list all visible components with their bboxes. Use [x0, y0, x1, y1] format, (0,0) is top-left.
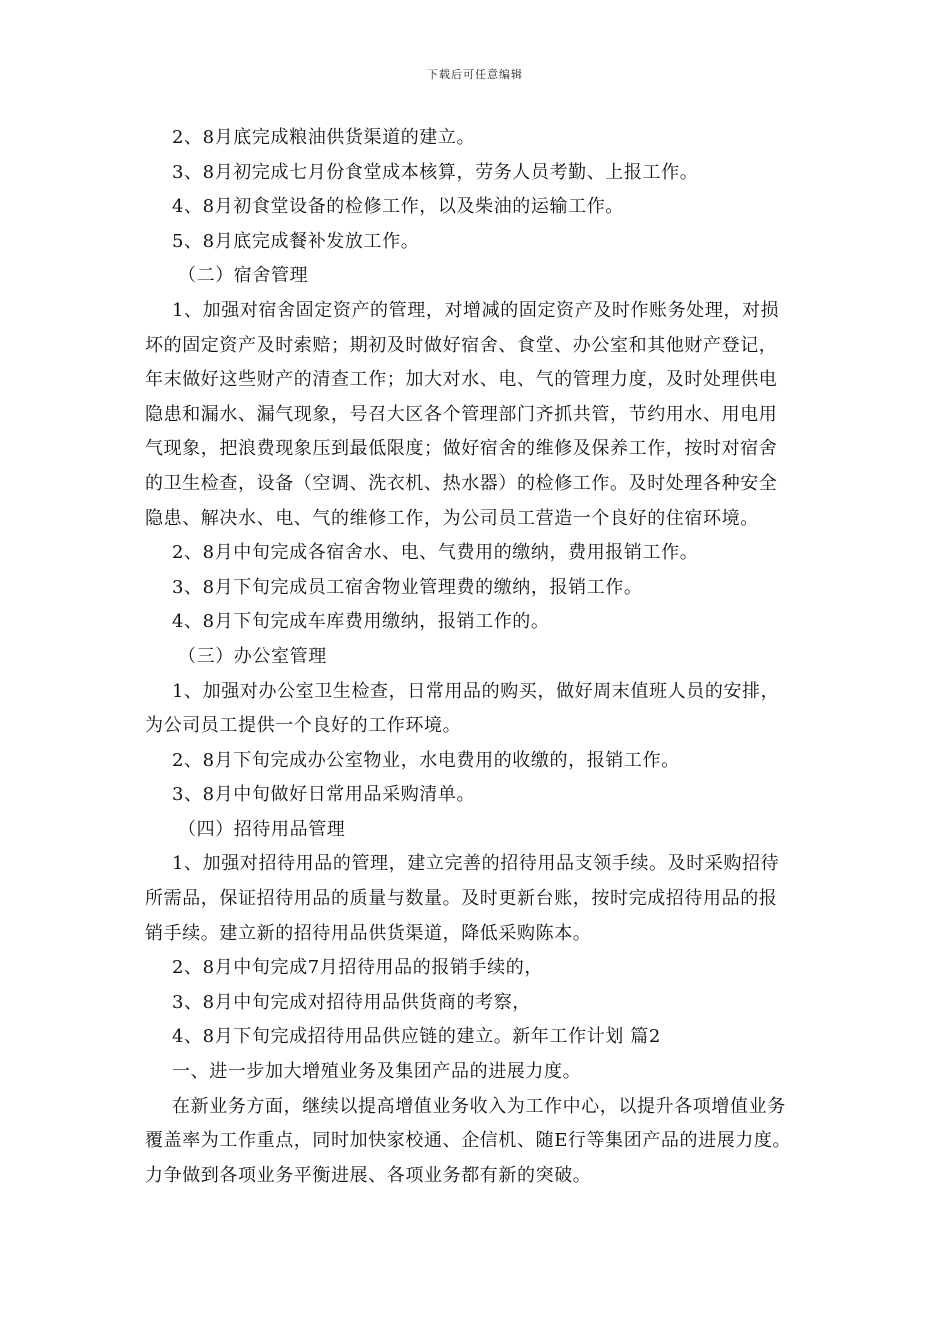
- text-line: 年末做好这些财产的清查工作；加大对水、电、气的管理力度，及时处理供电: [145, 369, 778, 391]
- text-line: 3、8月中旬做好日常用品采购清单。: [172, 784, 476, 806]
- text-line: 3、8月中旬完成对招待用品供货商的考察，: [172, 991, 531, 1013]
- text-line: 销手续。建立新的招待用品供货渠道，降低采购陈本。: [145, 922, 592, 944]
- text-line: 3、8月下旬完成员工宿舍物业管理费的缴纳，报销工作。: [172, 576, 643, 598]
- text-line: 所需品，保证招待用品的质量与数量。及时更新台账，按时完成招待用品的报: [145, 888, 778, 910]
- text-line: 坏的固定资产及时索赔；期初及时做好宿舍、食堂、办公室和其他财产登记，: [145, 334, 778, 356]
- text-line: 在新业务方面，继续以提高增值业务收入为工作中心，以提升各项增值业务: [172, 1095, 786, 1117]
- text-line: 的卫生检查，设备（空调、洗衣机、热水器）的检修工作。及时处理各种安全: [145, 472, 778, 494]
- text-line: 隐患和漏水、漏气现象，号召大区各个管理部门齐抓共管，节约用水、用电用: [145, 403, 778, 425]
- page-header: 下载后可任意编辑: [427, 68, 523, 81]
- text-line: 4、8月初食堂设备的检修工作，以及柴油的运输工作。: [172, 196, 624, 218]
- text-line: 2、8月下旬完成办公室物业，水电费用的收缴的，报销工作。: [172, 749, 680, 771]
- text-line: 气现象，把浪费现象压到最低限度；做好宿舍的维修及保养工作，按时对宿舍: [145, 438, 778, 460]
- text-line: 1、加强对招待用品的管理，建立完善的招待用品支领手续。及时采购招待: [172, 853, 780, 875]
- text-line: 一、进一步加大增殖业务及集团产品的进展力度。: [172, 1061, 582, 1083]
- text-line: （二）宿舍管理: [178, 265, 309, 287]
- text-line: 3、8月初完成七月份食堂成本核算，劳务人员考勤、上报工作。: [172, 161, 699, 183]
- text-line: 力争做到各项业务平衡进展、各项业务都有新的突破。: [145, 1164, 592, 1186]
- text-line: （四）招待用品管理: [178, 818, 346, 840]
- text-line: 1、加强对宿舍固定资产的管理，对增减的固定资产及时作账务处理，对损: [172, 299, 780, 321]
- text-line: （三）办公室管理: [178, 645, 327, 667]
- text-line: 1、加强对办公室卫生检查，日常用品的购买，做好周末值班人员的安排，: [172, 680, 780, 702]
- text-line: 2、8月中旬完成7月招待用品的报销手续的，: [172, 957, 543, 979]
- document-body: [145, 121, 810, 1193]
- text-line: 5、8月底完成餐补发放工作。: [172, 230, 420, 252]
- text-line: 2、8月中旬完成各宿舍水、电、气费用的缴纳，费用报销工作。: [172, 542, 699, 564]
- text-line: 4、8月下旬完成招待用品供应链的建立。新年工作计划 篇2: [172, 1026, 661, 1048]
- text-line: 覆盖率为工作重点，同时加快家校通、企信机、随E行等集团产品的进展力度。: [145, 1130, 792, 1152]
- text-line: 隐患、解决水、电、气的维修工作，为公司员工营造一个良好的住宿环境。: [145, 507, 759, 529]
- text-line: 为公司员工提供一个良好的工作环境。: [145, 715, 462, 737]
- text-line: 4、8月下旬完成车库费用缴纳，报销工作的。: [172, 611, 550, 633]
- text-line: 2、8月底完成粮油供货渠道的建立。: [172, 127, 476, 148]
